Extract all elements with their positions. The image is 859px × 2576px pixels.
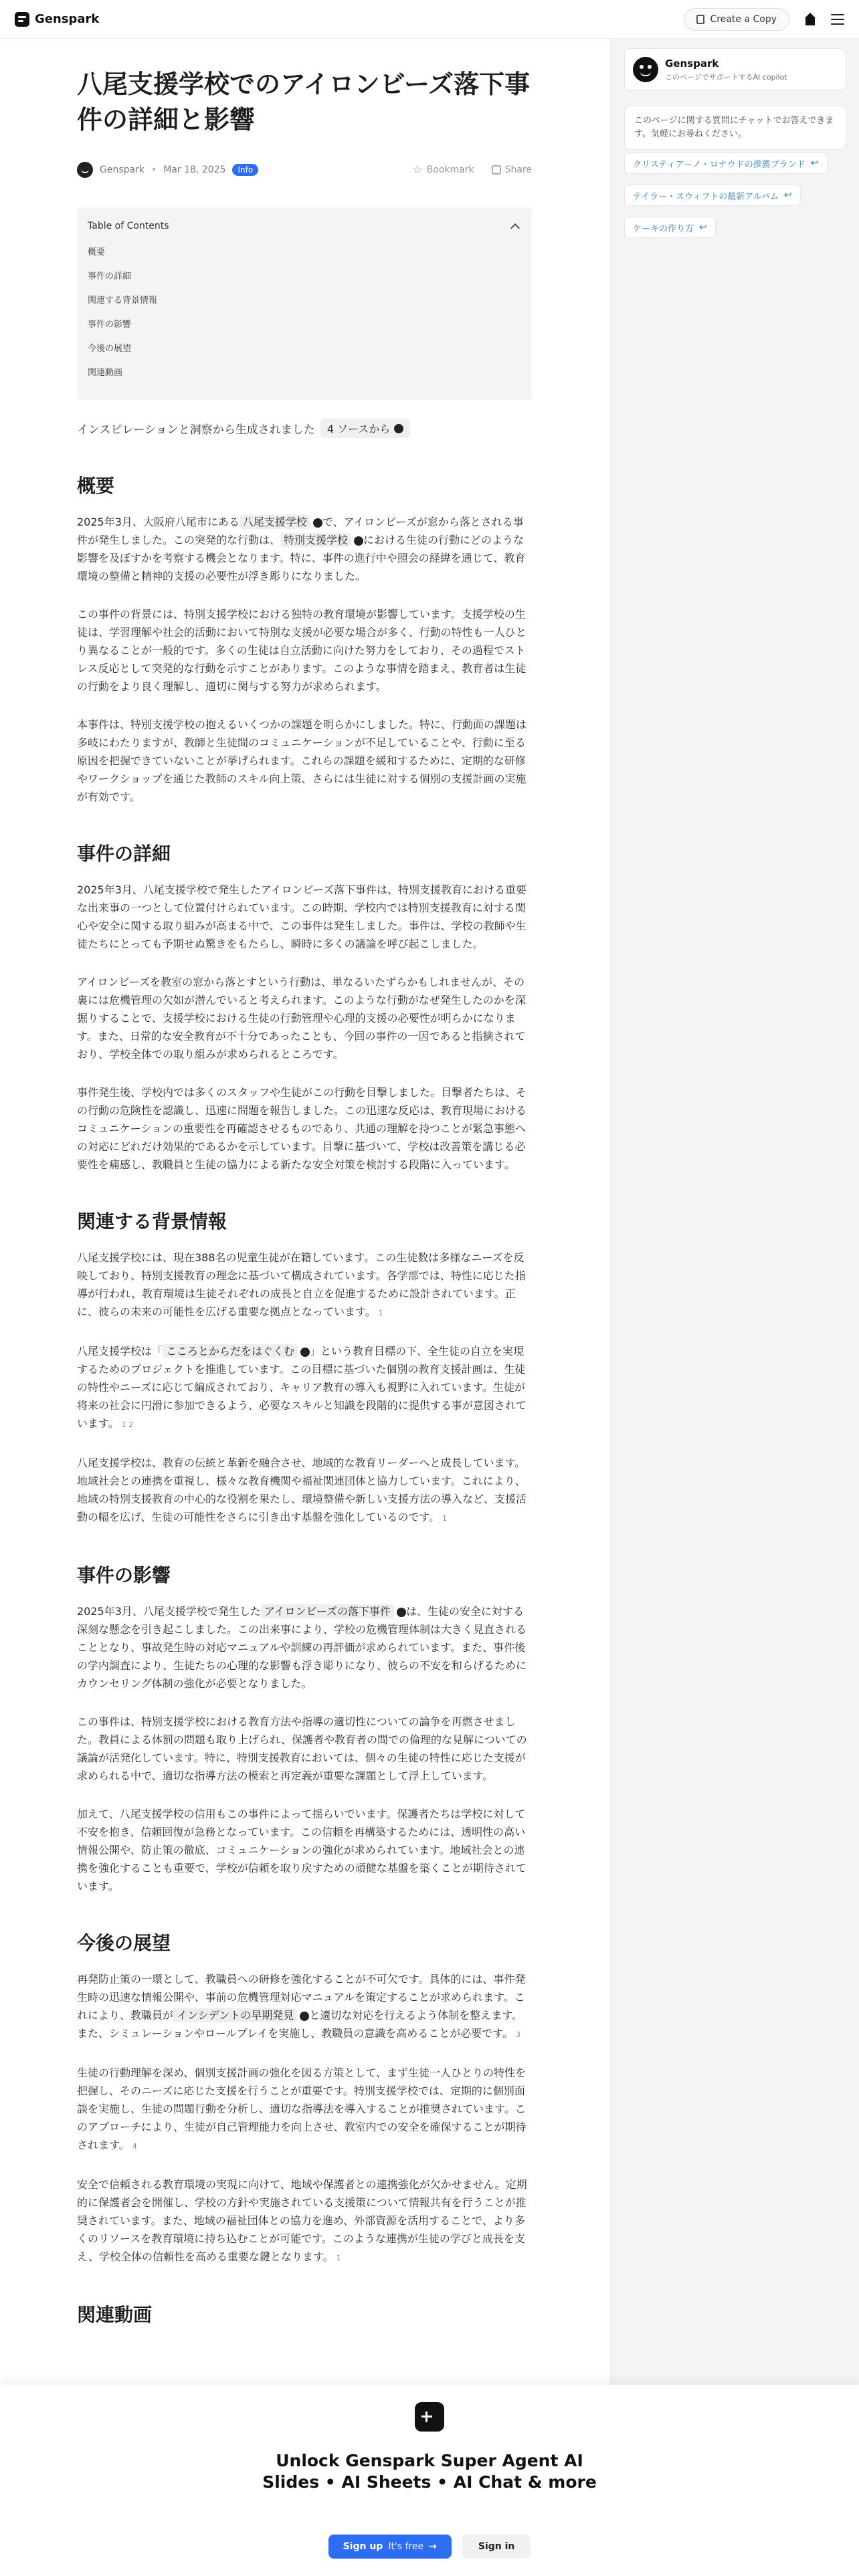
- suggestion-label: クリスティアーノ・ロナウドの推薦ブランド: [633, 159, 805, 170]
- paragraph-text: 2025年3月、八尾支援学校で発生した: [77, 1605, 261, 1618]
- topbar-actions: [684, 8, 844, 31]
- author-avatar: [77, 162, 93, 178]
- author-name: Genspark: [100, 165, 145, 176]
- section-heading: 事件の影響: [77, 1564, 171, 1587]
- article-section: [77, 2300, 532, 2327]
- citation-marker[interactable]: 3: [516, 2030, 521, 2040]
- section-heading: 関連動画: [77, 2304, 153, 2327]
- meta-actions: [412, 163, 532, 177]
- section-paragraph: [77, 1454, 532, 1527]
- paragraph-text: この事件は、特別支援学校における教育方法や指導の適切性についての論争を再燃させました。教員による体罰の問題も取り上げられ、保護者や教育者の間での倫理的な見解についての議論が活発化しています。特に、特別支援教育においては、個々の生徒の特性に応じた支援が求められる中で、適切な指導方法の模索と再定義が重要な課題として浮上しています。: [77, 1715, 527, 1783]
- copy-icon: [696, 15, 704, 24]
- toc-item[interactable]: 概要: [88, 247, 106, 258]
- suggestion-chip[interactable]: [624, 152, 828, 174]
- return-icon: ↩: [783, 190, 792, 201]
- section-heading: 概要: [77, 475, 115, 498]
- section-paragraph: [77, 973, 532, 1063]
- bookmark-button[interactable]: [412, 163, 474, 177]
- toc-item[interactable]: 事件の詳細: [88, 272, 132, 282]
- toc-header[interactable]: [88, 221, 521, 231]
- signup-button[interactable]: [328, 2535, 452, 2559]
- section-paragraph: [77, 2175, 532, 2267]
- paragraph-text: 八尾支援学校は「: [77, 1345, 163, 1358]
- section-heading: 事件の詳細: [77, 843, 171, 865]
- sources-pill[interactable]: [320, 419, 410, 438]
- table-of-contents: [77, 207, 532, 400]
- menu-icon[interactable]: [831, 14, 844, 25]
- article-section: [77, 1561, 532, 1895]
- suggestion-chip[interactable]: [624, 185, 801, 206]
- copilot-name: Genspark: [665, 57, 719, 70]
- paragraph-text: 安全で信頼される教育環境の実現に向けて、地域や保護者との連携強化が欠かせません。定期的に保護者会を開催し、学校の方針や実施されている支援策について情報共有を行うことが推奨されています。また、地域の福祉団体との協力を進め、外部資源を活用することで、より多くのリソースを教育環境に持ち込むことが可能です。このような連携が生徒の学びと成長を支え、学校全体の信頼性を高める重要な鍵となります。: [77, 2178, 527, 2264]
- sources-text: インスピレーションと洞察から生成されました: [77, 423, 315, 437]
- chevron-up-icon: [510, 223, 520, 233]
- genspark-mini-icon: [300, 2012, 309, 2021]
- copilot-avatar-icon: [633, 57, 658, 82]
- suggestion-chip[interactable]: [624, 217, 716, 238]
- paragraph-text: 事件発生後、学校内では多くのスタッフや生徒がこの行動を目撃しました。目撃者たちは、その行動の危険性を認識し、迅速に問題を報告しました。この迅速な反応は、教育現場におけるコミュニケーションの重要性を再確認させるものであり、共通の理解を持つことが緊急事態への対応にどれだけ効果的であるかを示しています。目撃に基づいて、学校は改善策を講じる必要性を痛感し、教職員と生徒の協力による新たな安全対策を検討する段階に入っています。: [77, 1086, 527, 1172]
- top-bar: [0, 0, 859, 39]
- source-highlight[interactable]: 八尾支援学校: [240, 515, 310, 529]
- article-section: [77, 471, 532, 806]
- promo-buttons: [0, 2535, 859, 2559]
- return-icon: ↩: [699, 222, 707, 233]
- paragraph-text: における生徒の行動にどのような影響を及ぼすかを考察する機会となります。特に、事件の進行中や照会の経緯を通じて、教育環境の整備と精神的支援の必要性が浮き彫りになりました。: [77, 534, 526, 583]
- suggestion-label: テイラー・スウィフトの最新アルバム: [633, 191, 779, 202]
- toc-item[interactable]: 関連動画: [88, 368, 123, 379]
- paragraph-text: 八尾支援学校は、教育の伝統と革新を融合させ、地域的な教育リーダーへと成長しています。地域社会との連携を重視し、様々な教育機関や福祉関連団体と協力しています。これにより、地域の特別支援教育の中心的な役割を果たし、環境整備や新しい支援方法の導入など、支援活動の幅を広げ、生徒の可能性をさらに引き出す基盤を強化しているのです。: [77, 1457, 527, 1524]
- copilot-sidebar: [610, 39, 859, 2576]
- article: [77, 67, 532, 2327]
- genspark-mini-icon: [354, 536, 363, 546]
- paragraph-text: 加えて、八尾支援学校の信用もこの事件によって揺らいでいます。保護者たちは学校に対して不安を抱き、信頼回復が急務となっています。この信頼を再構築するためには、透明性の高い情報公開や、防止策の徹底、コミュニケーションの強化が求められています。地域社会との連携を強化することも重要で、学校が信頼を取り戻すための頑健な基盤を築くことが期待されています。: [77, 1808, 527, 1893]
- paragraph-text: 本事件は、特別支援学校の抱えるいくつかの課題を明らかにしました。特に、行動面の課題は多岐にわたりますが、教師と生徒間のコミュニケーションが不足していることや、行動に至る原因を把握できていないことが挙げられます。これらの課題を緩和するために、定期的な研修やワークショップを通じた教師のスキル向上策、さらには生徒に対する個別の支援計画の実施が有効です。: [77, 718, 527, 804]
- share-label: Share: [504, 165, 532, 176]
- share-button[interactable]: [492, 163, 532, 177]
- citation-marker[interactable]: 1: [378, 1309, 383, 1318]
- page-title: 八尾支援学校でのアイロンビーズ落下事件の詳細と影響: [77, 70, 531, 135]
- genspark-mini-icon: [394, 424, 403, 433]
- signup-promo: [0, 2385, 859, 2576]
- article-meta: [77, 162, 532, 178]
- section-paragraph: [77, 605, 532, 695]
- section-paragraph: [77, 1805, 532, 1895]
- toc-item[interactable]: 事件の影響: [88, 320, 132, 330]
- toc-item[interactable]: 関連する背景情報: [88, 296, 158, 306]
- sources-count: 4 ソースから: [326, 423, 391, 436]
- source-highlight[interactable]: アイロンビーズの落下事件: [261, 1604, 394, 1618]
- article-section: [77, 839, 532, 1174]
- section-heading: 関連する背景情報: [77, 1210, 227, 1233]
- section-paragraph: [77, 1083, 532, 1174]
- paragraph-text: は、生徒の安全に対する深刻な懸念を引き起こしました。この出来事により、学校の危機管理体制は大きく見直されることとなり、事故発生時の対応マニュアルや訓練の再評価が求められています。また、事件後の学内調査により、生徒たちの心理的な影響も浮き彫りになり、彼らの不安を和らげるためにカウンセリング体制の強化が必要となりました。: [77, 1605, 527, 1691]
- paragraph-text: 」という教育目標の下、全生徒の自立を実現するためのプロジェクトを推進しています。この目標に基づいた個別の教育支援計画は、生徒の特性やニーズに応じて編成されており、キャリア教育の導入も視野に入れています。生徒が将来の社会に円滑に参加できるよう、必要なスキルと知識を段階的に提供する事が意図されています。: [77, 1345, 527, 1430]
- source-highlight[interactable]: 特別支援学校: [280, 533, 351, 547]
- paragraph-text: 2025年3月、八尾支援学校で発生したアイロンビーズ落下事件は、特別支援教育における重要な出来事の一つとして位置付けられています。この時期、学校内では特別支援教育に対する関心や安全に関する取り組みが高まる中で、この事件は発生しました。事件は、学校の教師や生徒たちにとっても予期せぬ驚きをもたらし、瞬時に多くの議論を呼び起こしました。: [77, 883, 527, 951]
- genspark-mini-icon: [313, 518, 322, 528]
- share-icon: [492, 165, 501, 175]
- super-agent-icon: [415, 2402, 444, 2432]
- section-paragraph: [77, 716, 532, 806]
- citation-marker[interactable]: 1: [336, 2254, 341, 2263]
- suggestion-label: ケーキの作り方: [633, 223, 694, 234]
- citation-marker[interactable]: 1 2: [121, 1420, 134, 1430]
- section-paragraph: [77, 2064, 532, 2155]
- copilot-greeting: このページに関する質問にチャットでお答えできます。気軽にお尋ねください。: [624, 106, 846, 150]
- citation-marker[interactable]: 1: [442, 1514, 448, 1523]
- source-highlight[interactable]: こころとからだをはぐくむ: [163, 1344, 298, 1358]
- toc-item[interactable]: 今後の展望: [88, 344, 132, 354]
- copilot-subtitle: このページでサポートするAI copilot: [665, 72, 787, 82]
- genspark-mini-icon: [397, 1608, 406, 1617]
- paragraph-text: 再発防止策の一環として、教職員への研修を強化することが不可欠です。具体的には、事件発生時の迅速な情報公開や、事前の危機管理対応マニュアルを策定することが求められます。これにより、教職員が: [77, 1973, 526, 2022]
- paragraph-text: 生徒の行動理解を深め、個別支援計画の強化を図る方策として、まず生徒一人ひとりの特性を把握し、そのニーズに応じた支援を行うことが重要です。特別支援学校では、定期的に個別面談を実施し、生徒の問題行動を分析し、適切な指導法を導入することが推奨されています。このアプローチにより、生徒が自己管理能力を向上させ、教室内での安全を確保することが期待されます。: [77, 2066, 527, 2152]
- copilot-header: [624, 48, 846, 91]
- section-paragraph: [77, 1602, 532, 1693]
- create-copy-button[interactable]: [684, 8, 789, 31]
- section-paragraph: [77, 881, 532, 953]
- paragraph-text: 2025年3月、大阪府八尾市にある: [77, 516, 240, 529]
- section-paragraph: [77, 513, 532, 585]
- section-paragraph: [77, 1342, 532, 1434]
- genspark-mini-icon: [300, 1348, 310, 1357]
- info-badge: Info: [232, 164, 258, 176]
- create-copy-label: Create a Copy: [710, 13, 777, 25]
- signup-label: Sign up: [343, 2541, 383, 2552]
- citation-marker[interactable]: 4: [132, 2142, 137, 2151]
- paragraph-text: この事件の背景には、特別支援学校における独特の教育環境が影響しています。支援学校の生徒は、学習理解や社会的活動において特別な支援が必要な場合が多く、行動の特性も一人ひとり異なることが一般的です。多くの生徒は自立活動に向けた努力をしており、その過程でストレス反応として突発的な行動を示すことがあります。このような事情を踏まえ、教育者は生徒の行動をより良く理解し、適切に関与する努力が求められます。: [77, 608, 527, 693]
- toc-title: Table of Contents: [88, 221, 169, 232]
- content-fade: [0, 2354, 610, 2387]
- article-section: [77, 1929, 532, 2267]
- genspark-logo-icon: [15, 12, 29, 27]
- section-heading: 今後の展望: [77, 1932, 171, 1955]
- signup-free-label: It's free: [388, 2541, 424, 2552]
- article-section: [77, 1207, 532, 1527]
- brand-name: Genspark: [35, 12, 100, 26]
- star-icon: ☆: [412, 163, 423, 177]
- section-paragraph: [77, 1249, 532, 1322]
- paragraph-text: アイロンビーズを教室の窓から落とすという行動は、単なるいたずらかもしれませんが、その裏には危機管理の欠如が潜んでいると考えられます。このような行動がなぜ発生したのかを深掘りすることで、支援学校における生徒の行動管理や心理的支援の必要性が明らかになります。また、日常的な安全教育が不十分であったことも、今回の事件の一因であると指摘されており、学校全体での取り組みが求められるところです。: [77, 976, 526, 1061]
- section-paragraph: [77, 1970, 532, 2044]
- bookmark-label: Bookmark: [426, 165, 474, 176]
- sources-line: [77, 419, 532, 438]
- home-icon[interactable]: [803, 12, 818, 27]
- source-highlight[interactable]: インシデントの早期発見: [173, 2008, 297, 2022]
- genspark-logo[interactable]: [15, 12, 99, 27]
- publish-date: Mar 18, 2025: [163, 165, 226, 176]
- signin-button[interactable]: Sign in: [462, 2535, 531, 2559]
- article-sections: [77, 471, 532, 2327]
- paragraph-text: と適切な対応を行えるよう体制を整えます。また、シミュレーションやロールプレイを実施し、教職員の意識を高めることが必要です。: [77, 2009, 523, 2040]
- paragraph-text: 八尾支援学校には、現在388名の児童生徒が在籍しています。この生徒数は多様なニーズを反映しており、特別支援教育の理念に基づいて構成されています。各学部では、特性に応じた指導が行われ、教育環境は生徒それぞれの成長と自立を促進するために設計されています。正に、彼らの未来の可能性を広げる重要な拠点となっています。: [77, 1251, 526, 1319]
- promo-title: Unlock Genspark Super Agent AI Slides • AI Sheets • AI Chat & more: [262, 2451, 597, 2492]
- paragraph-text: で、アイロンビーズが窓から落とされる事件が発生しました。この突発的な行動は、: [77, 516, 524, 547]
- meta-separator: •: [151, 165, 157, 176]
- return-icon: ↩: [810, 158, 819, 169]
- arrow-right-icon: →: [429, 2541, 437, 2552]
- section-paragraph: [77, 1713, 532, 1785]
